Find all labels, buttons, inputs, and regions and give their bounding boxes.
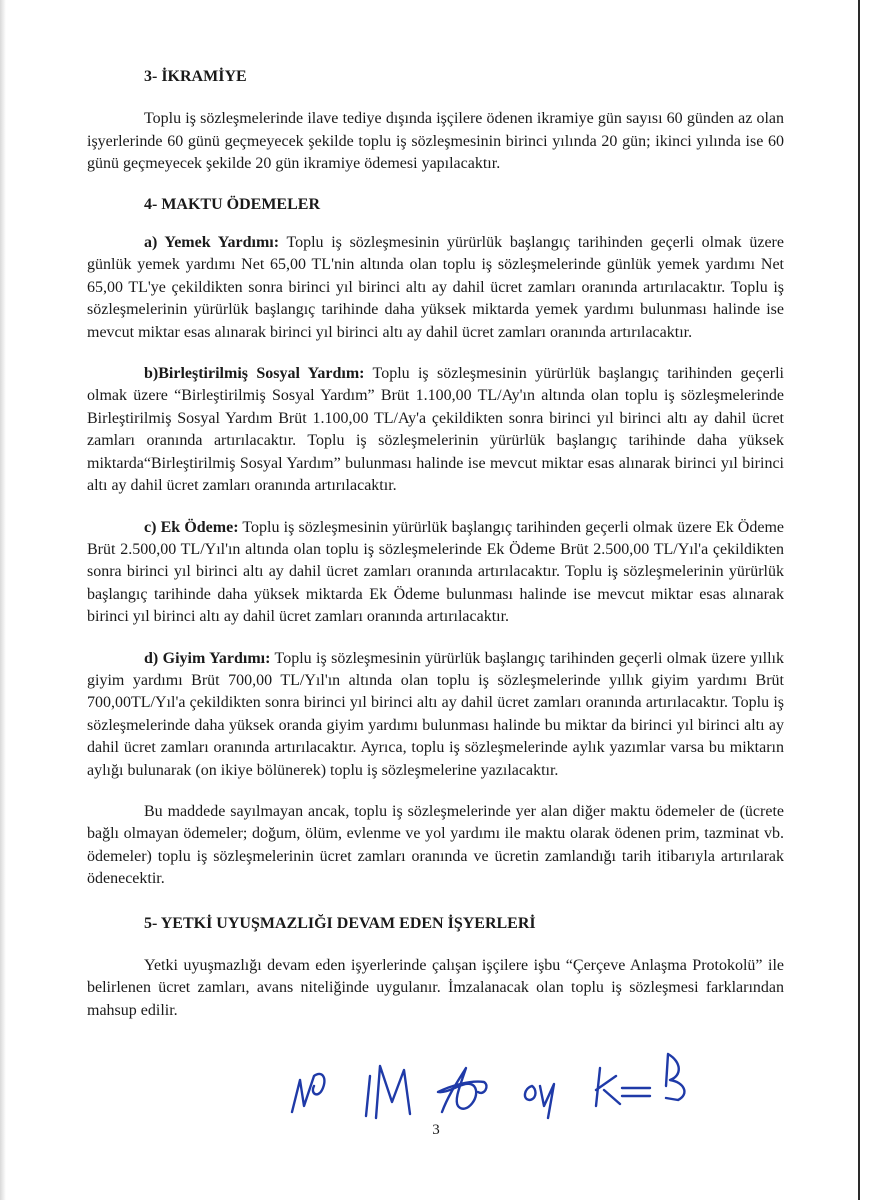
signature-4 [525, 1084, 554, 1118]
section-5-heading: 5- YETKİ UYUŞMAZLIĞI DEVAM EDEN İŞYERLERİ [144, 914, 536, 932]
signature-2 [366, 1066, 410, 1118]
clothing-aid-text: Toplu iş sözleşmesinin yürürlük başlangıç tarihinden geçerli olmak üzere yıllık giyim yardımı Brüt 700,00 TL/Yıl'ın altında olan toplu iş sözleşmelerinde yıllık giyim yardımı Brüt 700,00TL/Yıl'a çekildikten sonra birinci yıl birinci altı ay dahil ücret zamları oranında artırılacaktır. Toplu iş sözleşmelerinde daha yüksek oranda giyim yardımı bulunması halinde bu miktar da birinci yıl birinci altı ay dahil ücret zamları oranında artırılacaktır. Ayrıca, toplu iş sözleşmelerinde aylık yazımlar varsa bu miktarın aylığı bulunarak (on ikiye bölünerek) toplu iş sözleşmelerine yazılacaktır. [87, 649, 785, 779]
page-border-line [858, 0, 860, 1200]
section-4-heading: 4- MAKTU ÖDEMELER [144, 195, 320, 213]
signatures [270, 1046, 730, 1126]
signature-6 [666, 1054, 684, 1100]
section-3-heading: 3- İKRAMİYE [144, 68, 247, 85]
extra-payment-label: c) Ek Ödeme: [144, 518, 239, 536]
social-aid-text: Toplu iş sözleşmesinin yürürlük başlangıç tarihinden geçerli olmak üzere “Birleştirilmiş Sosyal Yardım” Brüt 1.100,00 TL/Ay'ın altında olan toplu iş sözleşmelerinde Birleştirilmiş Sosyal Yardım Brüt 1.100,00 TL/Ay'a çekildikten sonra birinci yıl birinci altı ay dahil ücret zamları oranında artırılacaktır. Toplu iş sözleşmelerinin yürürlük başlangıç tarihinde daha yüksek miktarda“Birleştirilmiş Sosyal Yardım” bulunması halinde ise mevcut miktar esas alınarak birinci yıl birinci altı ay dahil ücret zamları oranında artırılacaktır. [87, 365, 785, 495]
clothing-aid-label: d) Giyim Yardımı: [144, 649, 271, 667]
signature-1 [292, 1074, 324, 1112]
section-5-paragraph: Yetki uyuşmazlığı devam eden işyerlerinde çalışan işçilere işbu “Çerçeve Anlaşma Protokolü” ile belirlenen ücret zamları, avans niteliğinde uygulanır. İmzalanacak olan toplu iş sözleşmesi farklarından mahsup edilir. [87, 957, 784, 1019]
signature-5 [596, 1068, 650, 1106]
meal-allowance-text: Toplu iş sözleşmesinin yürürlük başlangıç tarihinden geçerli olmak üzere günlük yemek yardımı Net 65,00 TL'nin altında olan toplu iş sözleşmelerinde günlük yemek yardımı Net 65,00 TL'ye çekildikten sonra birinci yıl birinci altı ay dahil ücret zamları oranında artırılacaktır. Toplu iş sözleşmelerinin yürürlük başlangıç tarihinde daha yüksek miktarda yemek yardımı bulunması halinde ise mevcut miktar esas alınarak birinci yıl birinci altı ay dahil ücret zamları oranında artırılacaktır. [87, 234, 784, 341]
social-aid-label: b)Birleştirilmiş Sosyal Yardım: [144, 365, 365, 383]
signature-3 [438, 1068, 486, 1112]
extra-payment-paragraph [87, 517, 784, 629]
meal-allowance-label: a) Yemek Yardımı: [144, 234, 280, 252]
section-4-closing-paragraph: Bu maddede sayılmayan ancak, toplu iş sözleşmelerinde yer alan diğer maktu ödemeler de (ücrete bağlı olmayan ödemeler; doğum, ölüm, evlenme ve yol yardımı ile maktu olarak ödenen prim, tazminat vb. ödemeler) toplu iş sözleşmelerinin ücret zamları oranında ve ücretin zamlandığı tarih itibarıyla artırılarak ödenecektir. [87, 802, 784, 888]
social-aid-paragraph [87, 363, 784, 497]
page-number: 3 [432, 1122, 440, 1138]
section-3-paragraph: Toplu iş sözleşmelerinde ilave tediye dışında işçilere ödenen ikramiye gün sayısı 60 günden az olan işyerlerinde 60 günü geçmeyecek şekilde toplu iş sözleşmesinin birinci yılında 20 gün; ikinci yılında ise 60 günü geçmeyecek şekilde 20 gün ikramiye ödemesi yapılacaktır. [87, 110, 784, 173]
clothing-aid-paragraph [87, 648, 784, 782]
document-body [87, 66, 784, 1022]
extra-payment-text: Toplu iş sözleşmesinin yürürlük başlangıç tarihinden geçerli olmak üzere Ek Ödeme Brüt 2.500,00 TL/Yıl'ın altında olan toplu iş sözleşmelerinde Ek Ödeme Brüt 2.500,00 TL/Yıl'a çekildikten sonra birinci yıl birinci altı ay dahil ücret zamları oranında artırılacaktır. Toplu iş sözleşmelerinin yürürlük başlangıç tarihinde daha yüksek miktarda Ek Ödeme bulunması halinde ise mevcut miktar esas alınarak birinci yıl birinci altı ay dahil ücret zamları oranında artırılacaktır. [87, 518, 784, 626]
meal-allowance-paragraph [87, 232, 784, 344]
scan-shadow [0, 0, 6, 1200]
